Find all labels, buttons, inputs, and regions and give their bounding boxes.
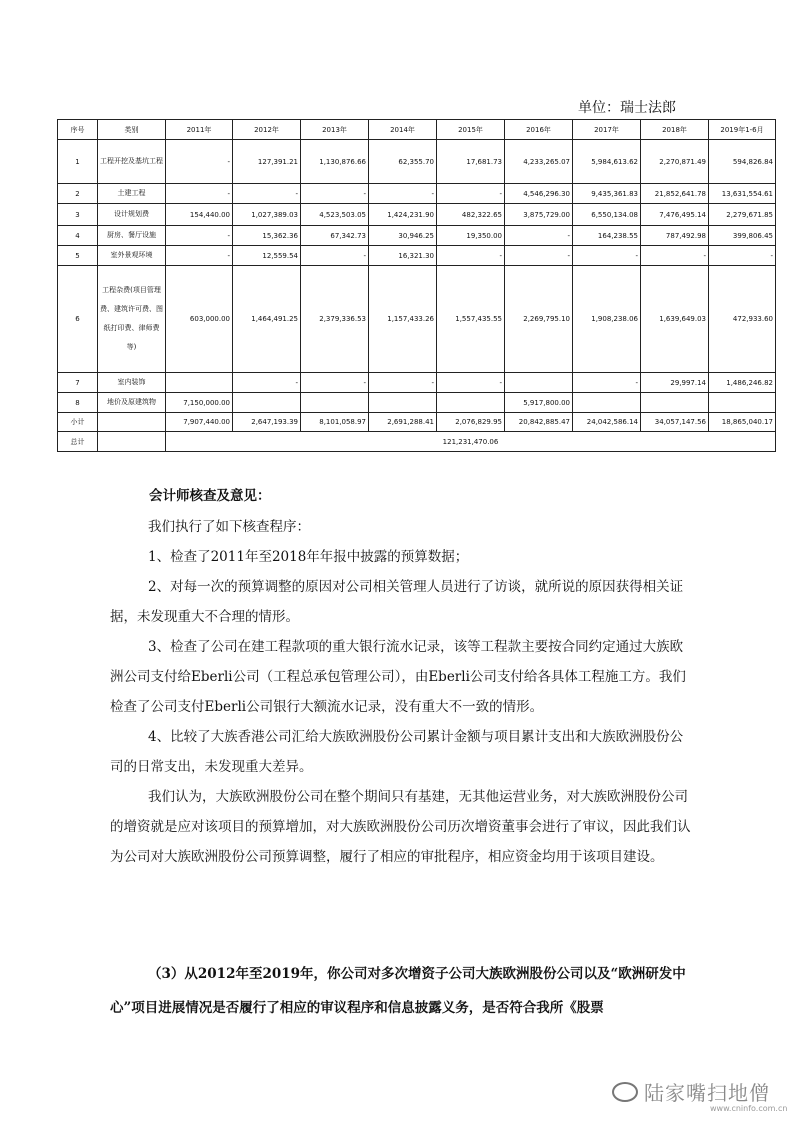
value-cell: 6,550,134.08 [573,204,641,226]
value-cell: 127,391.21 [233,140,301,184]
value-cell: 603,000.00 [166,266,233,373]
value-cell: - [573,373,641,393]
value-cell [233,393,301,413]
subtotal-label: 小计 [58,413,98,432]
value-cell: 594,826.84 [709,140,776,184]
section-heading: 会计师核查及意见： [149,488,271,504]
row-number: 1 [58,140,98,184]
value-cell: - [166,226,233,246]
value-cell [573,393,641,413]
value-cell: 7,476,495.14 [641,204,709,226]
header-cell: 2015年 [437,120,505,140]
header-cell: 2018年 [641,120,709,140]
value-cell: 472,933.60 [709,266,776,373]
value-cell: 2,270,871.49 [641,140,709,184]
row-category: 室外景观环境 [98,246,166,266]
subtotal-cell: 18,865,040.17 [709,413,776,432]
value-cell: - [166,246,233,266]
value-cell: 15,362.36 [233,226,301,246]
paragraph: 2、对每一次的预算调整的原因对公司相关管理人员进行了访谈，就所说的原因获得相关证据，未发现重大不合理的情形。 [110,579,684,625]
subtotal-cell: 34,057,147.56 [641,413,709,432]
row-category: 设计规划费 [98,204,166,226]
table-row [58,140,776,184]
value-cell: 1,157,433.26 [369,266,437,373]
value-cell [505,373,573,393]
value-cell: 2,379,336.53 [301,266,369,373]
subtotal-cell: 2,691,288.41 [369,413,437,432]
value-cell: - [301,373,369,393]
value-cell: - [369,184,437,204]
row-category: 地价及原建筑物 [98,393,166,413]
value-cell: 19,350.00 [437,226,505,246]
question-text: （3）从2012年至2019年，你公司对多次增资子公司大族欧洲股份公司以及“欧洲研发中心”项目进展情况是否履行了相应的审议程序和信息披露义务，是否符合我所《股票 [110,966,686,1016]
row-category: 厨房、餐厅设施 [98,226,166,246]
row-number: 7 [58,373,98,393]
paragraph: 我们认为，大族欧洲股份公司在整个期间只有基建，无其他运营业务，对大族欧洲股份公司的增资就是应对该项目的预算增加，对大族欧洲股份公司历次增资董事会进行了审议，因此我们认为公司对大族欧洲股份公司预算调整，履行了相应的审批程序，相应资金均用于该项目建设。 [110,789,691,865]
watermark [612,1077,770,1106]
value-cell: 1,639,649.03 [641,266,709,373]
table-row [58,373,776,393]
subtotal-cell: 24,042,586.14 [573,413,641,432]
value-cell: - [166,184,233,204]
value-cell: 1,486,246.82 [709,373,776,393]
subtotal-cell: 2,076,829.95 [437,413,505,432]
value-cell: 30,946.25 [369,226,437,246]
body-text [110,512,695,872]
header-cell: 2016年 [505,120,573,140]
header-cell: 序号 [58,120,98,140]
row-number: 4 [58,226,98,246]
value-cell: 399,806.45 [709,226,776,246]
value-cell: - [437,373,505,393]
row-number: 3 [58,204,98,226]
paragraph: 3、检查了公司在建工程款项的重大银行流水记录，该等工程款主要按合同约定通过大族欧洲公司支付给Eberli公司（工程总承包管理公司），由Eberli公司支付给各具体工程施工方。我们检查了公司支付Eberli公司银行大额流水记录，没有重大不一致的情形。 [110,639,686,715]
value-cell: - [709,246,776,266]
value-cell: 5,917,800.00 [505,393,573,413]
paragraph: 4、比较了大族香港公司汇给大族欧洲股份公司累计金额与项目累计支出和大族欧洲股份公司的日常支出，未发现重大差异。 [110,729,684,775]
value-cell: - [301,184,369,204]
value-cell: 164,238.55 [573,226,641,246]
table-row [58,204,776,226]
row-number: 2 [58,184,98,204]
value-cell: 1,130,876.66 [301,140,369,184]
header-cell: 2017年 [573,120,641,140]
total-value: 121,231,470.06 [166,432,776,452]
unit-label: 单位：瑞士法郎 [578,100,676,116]
value-cell: 13,631,554.61 [709,184,776,204]
table-row [58,246,776,266]
header-cell: 类别 [98,120,166,140]
empty-cell [98,413,166,432]
value-cell: 2,279,671.85 [709,204,776,226]
value-cell: 1,464,491.25 [233,266,301,373]
chat-bubble-icon [612,1082,638,1102]
value-cell: 12,559.54 [233,246,301,266]
table-row [58,184,776,204]
value-cell: 4,523,503.05 [301,204,369,226]
value-cell: 16,321.30 [369,246,437,266]
value-cell: - [301,246,369,266]
subtotal-row [58,413,776,432]
value-cell: 21,852,641.78 [641,184,709,204]
paragraph: 我们执行了如下核查程序： [148,519,310,535]
row-number: 5 [58,246,98,266]
row-category: 工程杂费(项目管理费、建筑许可费、图纸打印费、律师费等) [98,266,166,373]
value-cell: 7,150,000.00 [166,393,233,413]
row-category: 工程开挖及基坑工程 [98,140,166,184]
table-row [58,226,776,246]
value-cell [709,393,776,413]
row-category: 土建工程 [98,184,166,204]
value-cell: - [641,246,709,266]
row-category: 室内装饰 [98,373,166,393]
subtotal-cell: 20,842,885.47 [505,413,573,432]
value-cell [166,373,233,393]
value-cell [437,393,505,413]
subtotal-cell: 8,101,058.97 [301,413,369,432]
table-row [58,266,776,373]
row-number: 6 [58,266,98,373]
value-cell: - [233,184,301,204]
value-cell: 1,424,231.90 [369,204,437,226]
value-cell: 9,435,361.83 [573,184,641,204]
value-cell: 67,342.73 [301,226,369,246]
value-cell: - [505,246,573,266]
value-cell: 4,546,296.30 [505,184,573,204]
value-cell: 62,355.70 [369,140,437,184]
watermark-text: 陆家嘴扫地僧 [644,1081,770,1105]
value-cell: - [437,184,505,204]
header-cell: 2013年 [301,120,369,140]
total-label: 总计 [58,432,98,452]
header-cell: 2014年 [369,120,437,140]
value-cell: 154,440.00 [166,204,233,226]
row-number: 8 [58,393,98,413]
value-cell: - [369,373,437,393]
value-cell: 2,269,795.10 [505,266,573,373]
paragraph: 1、检查了2011年至2018年年报中披露的预算数据； [148,549,469,565]
value-cell: 787,492.98 [641,226,709,246]
value-cell: 29,997.14 [641,373,709,393]
header-cell: 2019年1-6月 [709,120,776,140]
header-cell: 2012年 [233,120,301,140]
value-cell: 5,984,613.62 [573,140,641,184]
empty-cell [98,432,166,452]
subtotal-cell: 2,647,193.39 [233,413,301,432]
value-cell: - [505,226,573,246]
value-cell [369,393,437,413]
watermark-url: www.cninfo.com.cn [710,1104,788,1113]
value-cell [301,393,369,413]
value-cell: 3,875,729.00 [505,204,573,226]
value-cell: 482,322.65 [437,204,505,226]
value-cell: 1,908,238.06 [573,266,641,373]
value-cell: - [573,246,641,266]
table-row [58,393,776,413]
table-header-row [58,120,776,140]
value-cell: 1,557,435.55 [437,266,505,373]
subtotal-cell: 7,907,440.00 [166,413,233,432]
value-cell: 4,233,265.07 [505,140,573,184]
value-cell: - [233,373,301,393]
budget-table [57,119,776,452]
header-cell: 2011年 [166,120,233,140]
value-cell: 1,027,389.03 [233,204,301,226]
total-row [58,432,776,452]
value-cell: - [437,246,505,266]
value-cell: 17,681.73 [437,140,505,184]
value-cell [641,393,709,413]
value-cell: - [166,140,233,184]
